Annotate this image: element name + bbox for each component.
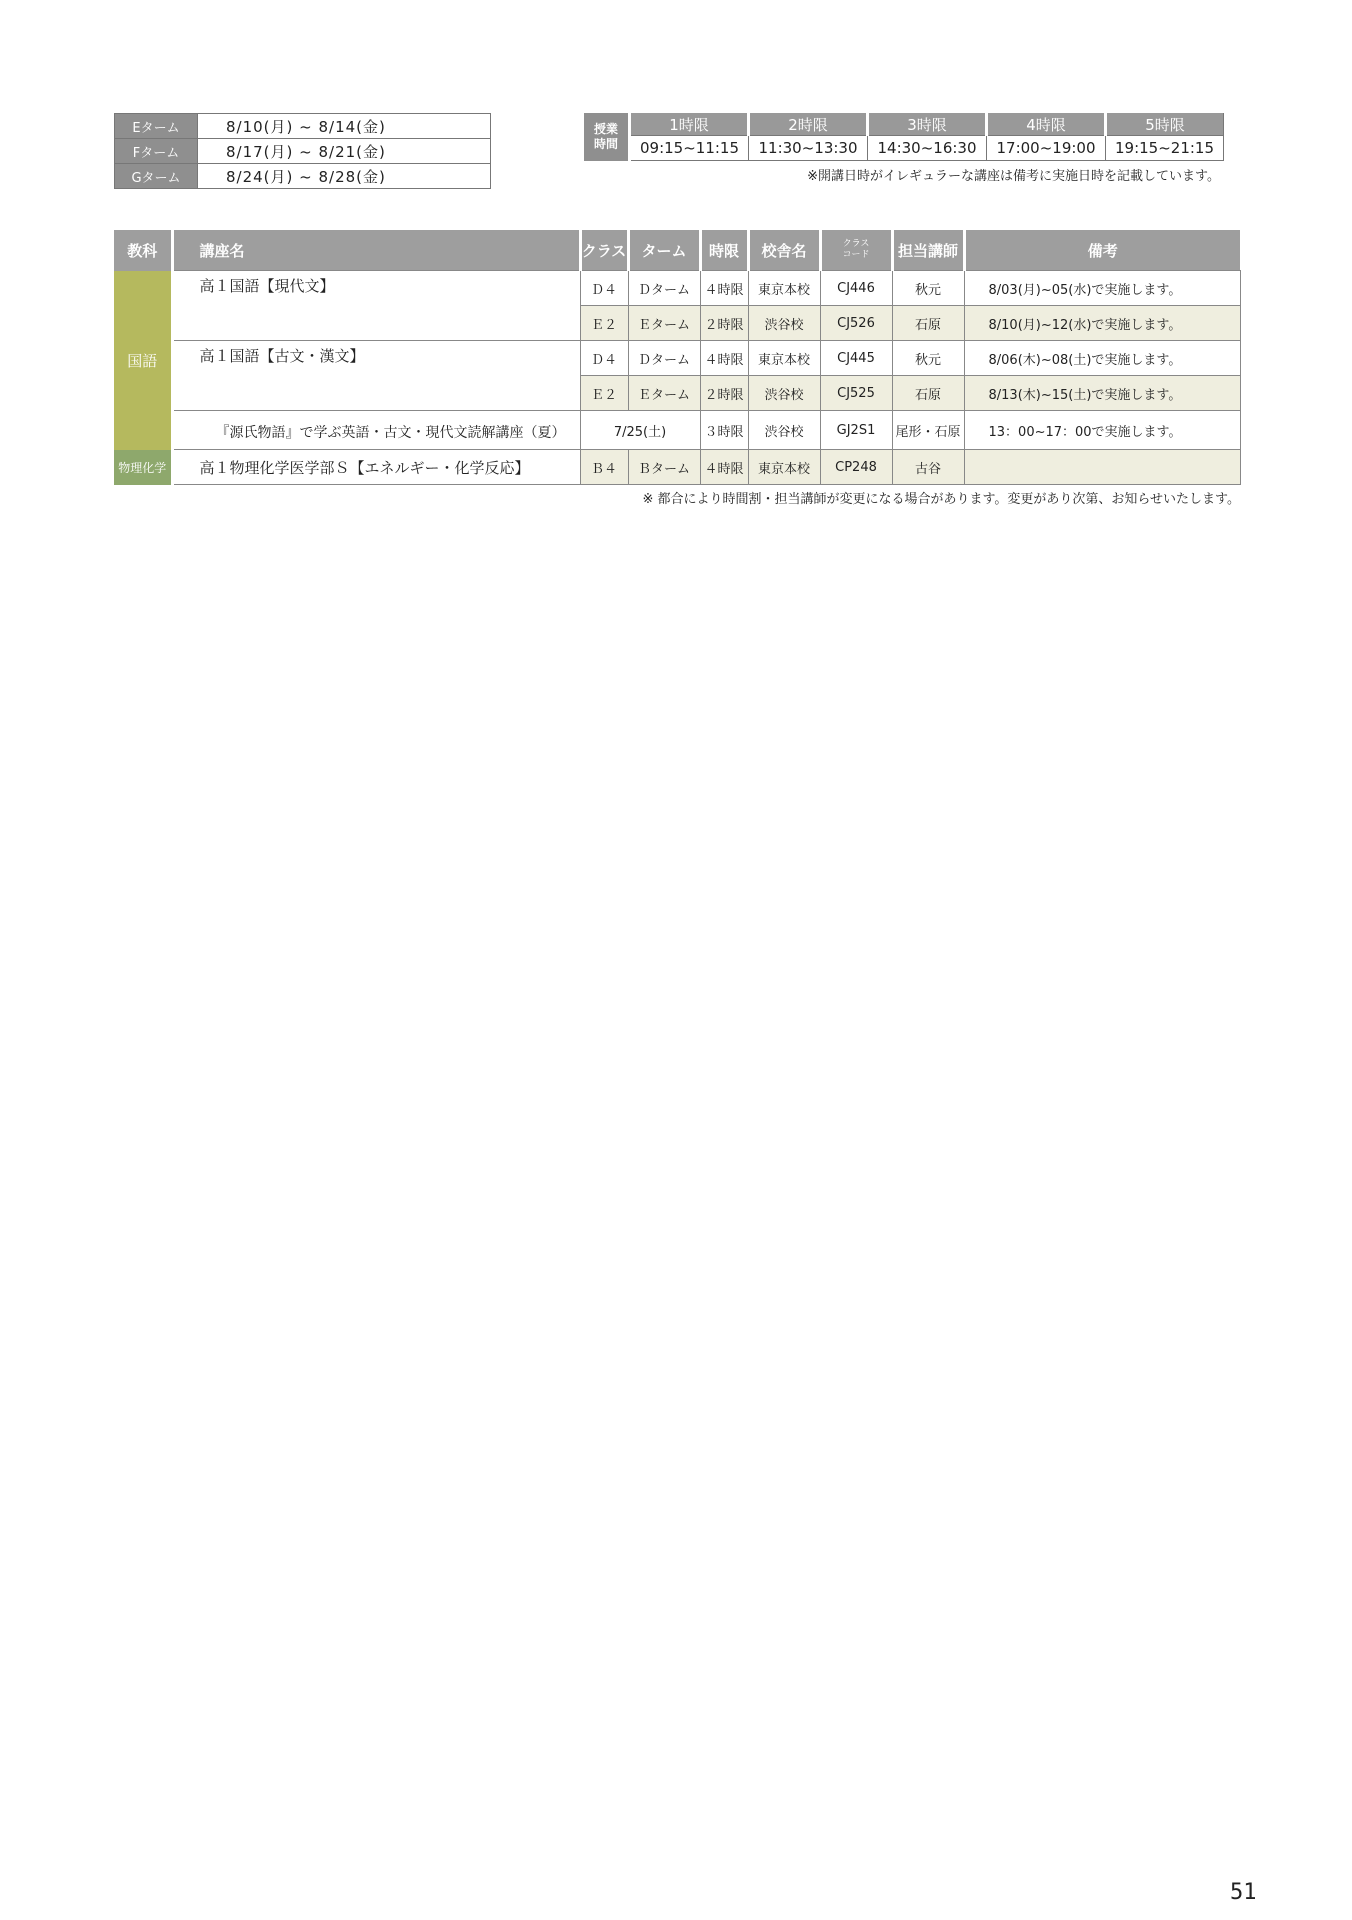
header-remarks: 備考 [964,230,1240,271]
remarks-cell: 8/10(月)~12(水)で実施します。 [964,306,1240,341]
teacher-cell: 秋元 [892,341,964,376]
term-dates: 8/24(月) ~ 8/28(金) [198,164,491,189]
term-cell: Ｂターム [628,450,700,485]
code-cell: CP248 [820,450,892,485]
term-row [115,164,491,189]
remarks-cell [964,450,1240,485]
header-course-name: 講座名 [172,230,580,271]
corner-line-1: 授業 [593,121,618,136]
period-times-table [584,113,1224,161]
subject-butsuri: 物理化学 [114,450,172,485]
period-time: 19:15~21:15 [1106,136,1224,161]
school-cell: 東京本校 [748,271,820,306]
course-name: 高１国語【古文・漢文】 [172,341,580,411]
teacher-cell: 石原 [892,306,964,341]
period-header: 2時限 [749,113,868,136]
teacher-cell: 尾形・石原 [892,411,964,450]
irregular-schedule-note: ※開講日時がイレギュラーな講座は備考に実施日時を記載しています。 [807,169,1220,184]
school-cell: 東京本校 [748,450,820,485]
header-code-line-1: クラス [842,239,870,249]
period-header: 1時限 [630,113,749,136]
term-cell: Ｄターム [628,341,700,376]
teacher-cell: 古谷 [892,450,964,485]
class-cell: Ｄ４ [580,341,628,376]
class-cell: Ｅ２ [580,376,628,411]
term-dates: 8/17(月) ~ 8/21(金) [198,139,491,164]
period-time: 17:00~19:00 [987,136,1106,161]
code-cell: CJ446 [820,271,892,306]
term-label: Eターム [115,114,198,139]
class-cell: Ｅ２ [580,306,628,341]
header-period: 時限 [700,230,748,271]
period-cell: ２時限 [700,376,748,411]
remarks-cell: 8/06(木)~08(土)で実施します。 [964,341,1240,376]
term-dates: 8/10(月) ~ 8/14(金) [198,114,491,139]
term-row [115,114,491,139]
table-row [114,411,1240,450]
term-label: Gターム [115,164,198,189]
header-subject: 教科 [114,230,172,271]
remarks-cell: 8/03(月)~05(水)で実施します。 [964,271,1240,306]
code-cell: CJ526 [820,306,892,341]
table-row [114,341,1240,376]
course-table [114,230,1241,485]
corner-line-2: 時間 [593,136,618,151]
term-cell: Ｄターム [628,271,700,306]
header-school: 校舎名 [748,230,820,271]
course-name: 『源氏物語』で学ぶ英語・古文・現代文読解講座（夏） [172,411,580,450]
table-row [114,271,1240,306]
remarks-cell: 8/13(木)~15(土)で実施します。 [964,376,1240,411]
schedule-change-note: ※ 都合により時間割・担当講師が変更になる場合があります。変更があり次第、お知らせいたします。 [642,492,1240,507]
period-cell: ３時限 [700,411,748,450]
period-header: 5時限 [1106,113,1224,136]
period-cell: ２時限 [700,306,748,341]
course-header-row [114,230,1240,271]
school-cell: 渋谷校 [748,376,820,411]
period-corner-label [584,113,630,161]
date-cell: 7/25(土) [580,411,700,450]
page-number: 51 [1230,1880,1257,1905]
period-time-row [584,136,1224,161]
term-cell: Ｅターム [628,376,700,411]
header-class-code [820,230,892,271]
code-cell: CJ525 [820,376,892,411]
code-cell: CJ445 [820,341,892,376]
period-header: 4時限 [987,113,1106,136]
period-cell: ４時限 [700,271,748,306]
teacher-cell: 秋元 [892,271,964,306]
period-header: 3時限 [868,113,987,136]
period-time: 11:30~13:30 [749,136,868,161]
remarks-cell: 13：00~17：00で実施します。 [964,411,1240,450]
code-cell: GJ2S1 [820,411,892,450]
header-class: クラス [580,230,628,271]
term-cell: Ｅターム [628,306,700,341]
term-label: Fターム [115,139,198,164]
class-cell: Ｂ４ [580,450,628,485]
header-term: ターム [628,230,700,271]
header-code-line-2: コード [842,250,870,260]
header-teacher: 担当講師 [892,230,964,271]
class-cell: Ｄ４ [580,271,628,306]
period-cell: ４時限 [700,450,748,485]
subject-kokugo: 国語 [114,271,172,450]
term-dates-table [114,113,491,189]
school-cell: 渋谷校 [748,411,820,450]
table-row [114,450,1240,485]
period-cell: ４時限 [700,341,748,376]
course-name: 高１国語【現代文】 [172,271,580,341]
period-time: 09:15~11:15 [630,136,749,161]
school-cell: 東京本校 [748,341,820,376]
school-cell: 渋谷校 [748,306,820,341]
term-row [115,139,491,164]
period-time: 14:30~16:30 [868,136,987,161]
course-name: 高１物理化学医学部Ｓ【エネルギー・化学反応】 [172,450,580,485]
period-header-row [584,113,1224,136]
teacher-cell: 石原 [892,376,964,411]
